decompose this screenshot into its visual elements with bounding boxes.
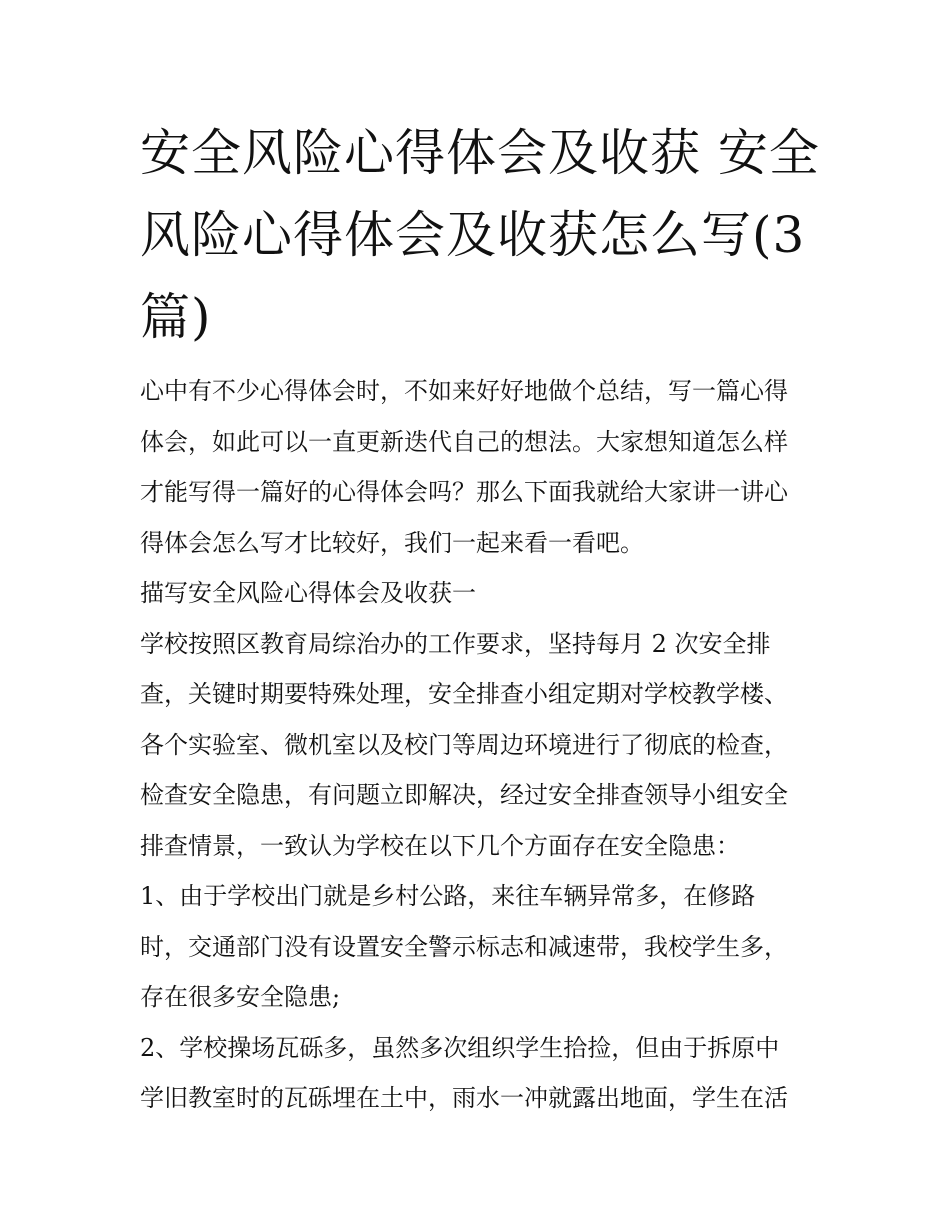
document-title	[140, 112, 820, 358]
list-item-line: 1、由于学校出门就是乡村公路，来往车辆异常多，在修路	[140, 882, 756, 910]
list-item-line: 学旧教室时的瓦砾埋在土中，雨水一冲就露出地面，学生在活	[140, 1084, 788, 1112]
document-page	[140, 112, 820, 1124]
list-item-line: 存在很多安全隐患;	[140, 983, 341, 1011]
document-body	[140, 366, 816, 1124]
title-line: 风险心得体会及收获怎么写(3	[140, 206, 806, 264]
paragraph-line: 各个实验室、微机室以及校门等周边环境进行了彻底的检查，	[140, 730, 788, 759]
intro-line: 才能写得一篇好的心得体会吗？那么下面我就给大家讲一讲心	[140, 478, 788, 506]
intro-line: 得体会怎么写才比较好，我们一起来看一看吧。	[140, 528, 644, 557]
intro-line: 体会，如此可以一直更新迭代自己的想法。大家想知道怎么样	[140, 427, 788, 456]
title-line: 篇)	[140, 288, 212, 346]
paragraph-line: 学校按照区教育局综治办的工作要求，坚持每月 2 次安全排	[140, 629, 771, 658]
paragraph-line: 检查安全隐患，有问题立即解决，经过安全排查领导小组安全	[140, 781, 788, 809]
list-item-line: 时，交通部门没有设置安全警示标志和减速带，我校学生多，	[140, 932, 788, 961]
paragraph-line: 排查情景，一致认为学校在以下几个方面存在安全隐患：	[140, 831, 740, 860]
section-heading: 描写安全风险心得体会及收获一	[140, 579, 476, 607]
title-line: 安全风险心得体会及收获 安全	[140, 124, 820, 182]
list-item-line: 2、学校操场瓦砾多，虽然多次组织学生拾捡，但由于拆原中	[140, 1033, 780, 1062]
paragraph-line: 查，关键时期要特殊处理，安全排查小组定期对学校教学楼、	[140, 680, 788, 708]
intro-line: 心中有不少心得体会时，不如来好好地做个总结，写一篇心得	[140, 377, 788, 405]
